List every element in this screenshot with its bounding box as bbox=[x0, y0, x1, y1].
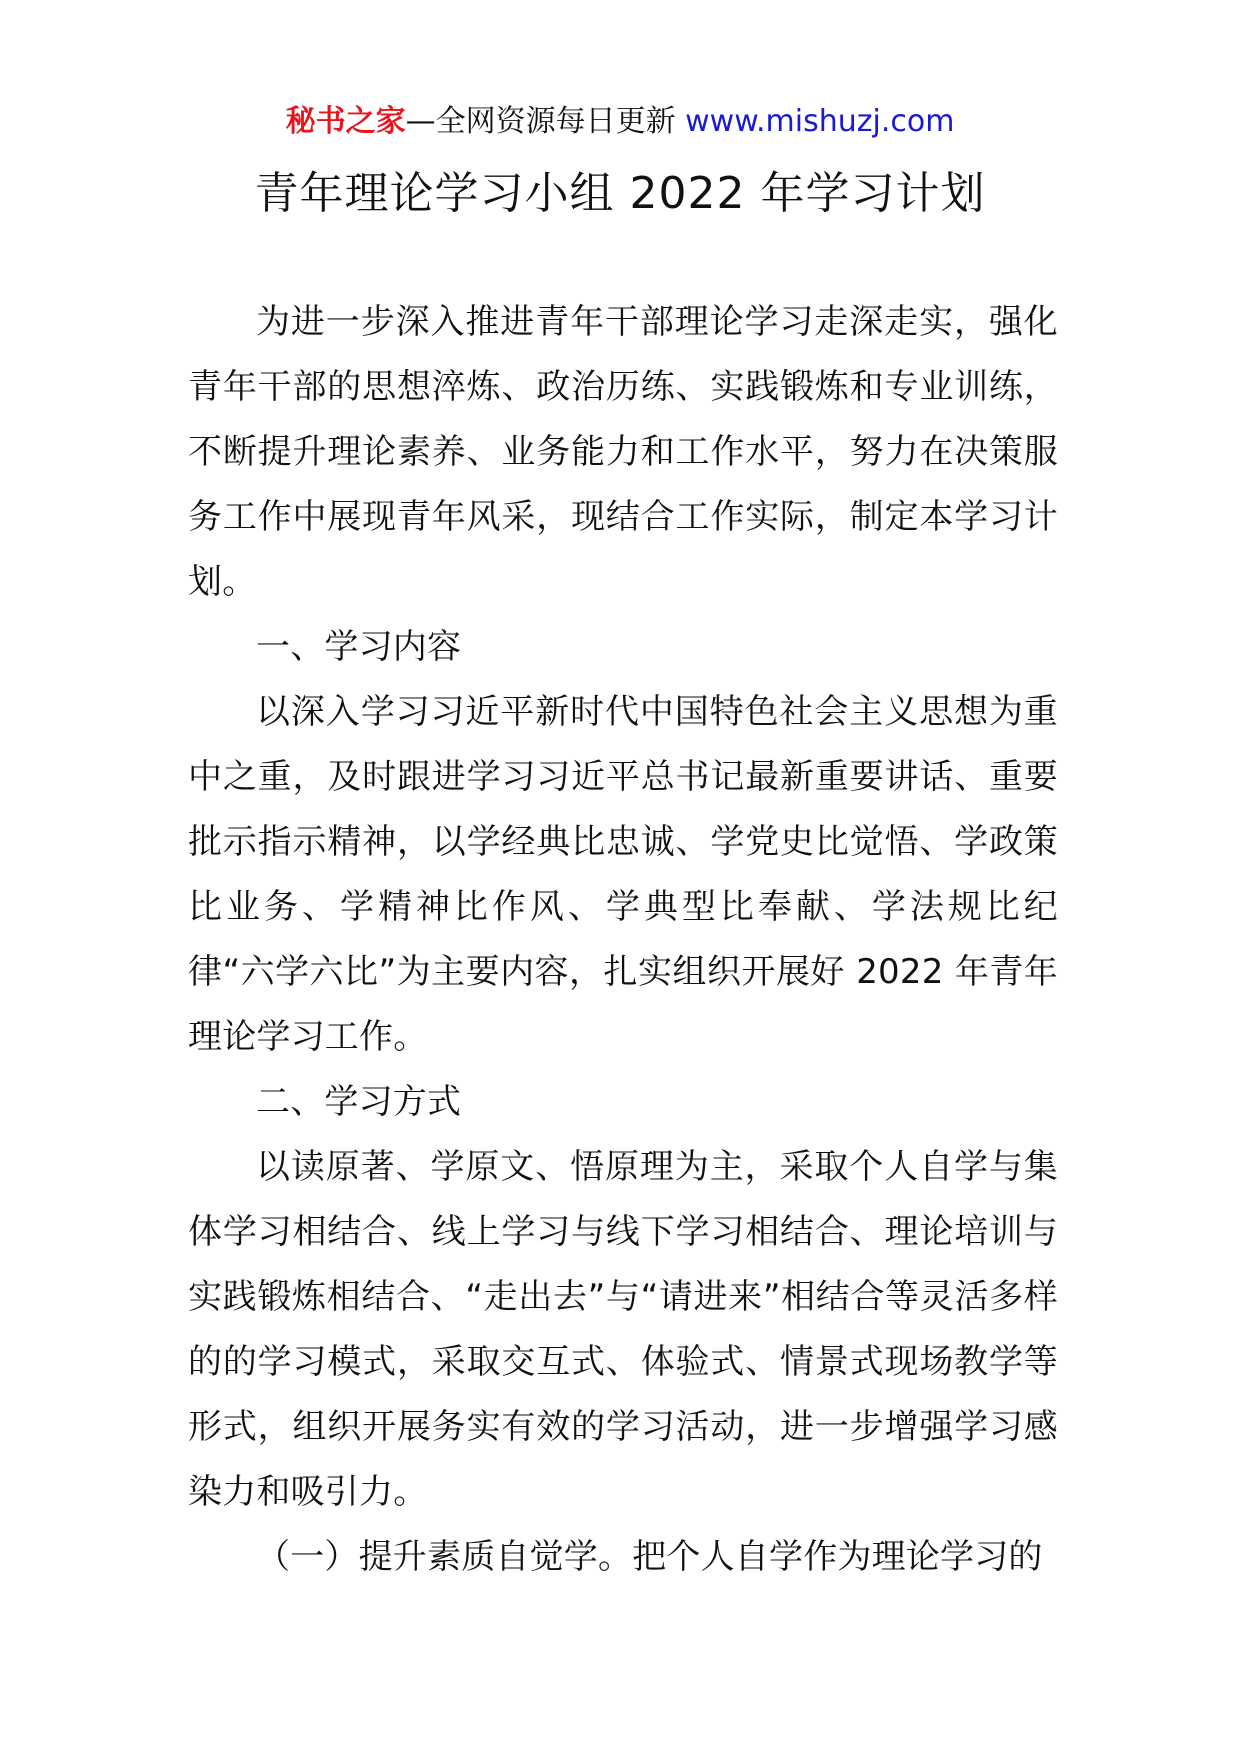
brand-name: 秘书之家 bbox=[285, 104, 406, 139]
content-paragraph: 以深入学习习近平新时代中国特色社会主义思想为重中之重，及时跟进学习习近平总书记最新重要讲话、重要批示指示精神，以学经典比忠诚、学党史比觉悟、学政策比业务、学精神比作风、学典型比奉献、学法规比纪律“六学六比”为主要内容，扎实组织开展好 2022 年青年理论学习工作。 bbox=[188, 692, 1058, 1057]
source-header bbox=[0, 100, 1240, 144]
section-heading-content: 一、学习内容 bbox=[256, 627, 462, 667]
header-tagline: —全网资源每日更新 bbox=[405, 104, 686, 139]
site-url-link[interactable]: www.mishuzj.com bbox=[685, 104, 955, 139]
intro-paragraph: 为进一步深入推进青年干部理论学习走深走实，强化青年干部的思想淬炼、政治历练、实践锻炼和专业训练，不断提升理论素养、业务能力和工作水平，努力在决策服务工作中展现青年风采，现结合工作实际，制定本学习计划。 bbox=[188, 302, 1058, 602]
method-paragraph: 以读原著、学原文、悟原理为主，采取个人自学与集体学习相结合、线上学习与线下学习相结合、理论培训与实践锻炼相结合、“走出去”与“请进来”相结合等灵活多样的的学习模式，采取交互式、体验式、情景式现场教学等形式，组织开展务实有效的学习活动，进一步增强学习感染力和吸引力。 bbox=[188, 1147, 1058, 1512]
section-heading-method: 二、学习方式 bbox=[256, 1082, 462, 1122]
document-title: 青年理论学习小组 2022 年学习计划 bbox=[254, 168, 986, 219]
subsection-paragraph: （一）提升素质自觉学。把个人自学作为理论学习的 bbox=[256, 1537, 1043, 1577]
document-body bbox=[188, 290, 1058, 1590]
